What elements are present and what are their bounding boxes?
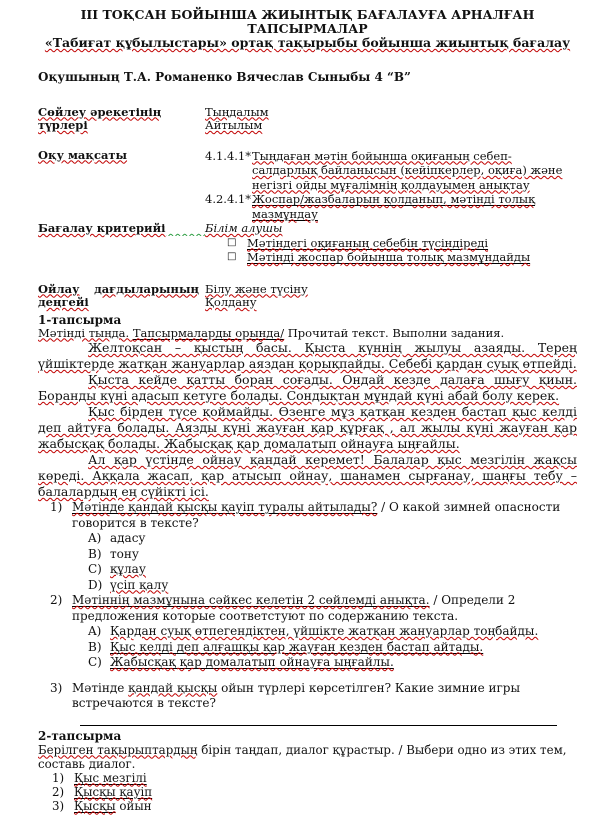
topic-number: 3) bbox=[52, 798, 65, 813]
info-value-thinking-level bbox=[205, 283, 577, 310]
checkbox-icon: □ bbox=[227, 236, 237, 248]
option-letter: D) bbox=[88, 577, 103, 592]
thinking-level-item: Білу және түсіну bbox=[205, 281, 308, 296]
assessment-info-table bbox=[38, 106, 577, 310]
task2-topics bbox=[38, 771, 577, 813]
info-row-objectives bbox=[38, 149, 577, 222]
option-1b bbox=[88, 547, 577, 563]
option-2c bbox=[88, 655, 577, 671]
criteria-item bbox=[205, 250, 577, 265]
criteria-item bbox=[205, 236, 577, 251]
option-text: Қардан суық өтпегендіктен, үйшікте жатқан жануарлар тоңбайды. bbox=[110, 624, 539, 638]
criteria-text: Мәтіндегі оқиғаның себебін түсіндіреді bbox=[247, 235, 489, 250]
learning-objective bbox=[205, 192, 577, 221]
task1-questions bbox=[38, 500, 577, 726]
question-3 bbox=[50, 681, 577, 712]
story-paragraph: Желтоқсан – қыстың басы. Қыста күннің жылуы азаяды. Терең үйшіктерде жатқан жануарлар аяздан қорықпайды. Себебі қардан суық өтпейді. bbox=[38, 340, 577, 371]
story-paragraph: Ал қар үстінде ойнау қандай керемет! Балалар қыс мезгілін жақсы көреді. Аққала жасап, қар атысып ойнау, шанамен сырғанау, шаңғы тебу – балалардың ең сүйікті ісі. bbox=[38, 452, 577, 499]
info-row-criteria bbox=[38, 221, 577, 265]
option-2b bbox=[88, 640, 577, 656]
question-number: 3) bbox=[50, 680, 63, 695]
learning-objective bbox=[205, 149, 577, 193]
question-text: Мәтінде қандай қысқы қауіп туралы айтылады? / О какой зимней опасности говорится в тексте? bbox=[72, 500, 561, 530]
story-paragraph: Қыста кейде қатты боран соғады. Ондай кезде далаға шығу қиын. Боранды күні адасып кетуге болады. Сондықтан мұндай күні абай болу керек. bbox=[38, 372, 577, 403]
topic-text: Қысқы ойын bbox=[74, 798, 152, 813]
task1-instruction: Мәтінді тыңда. Тапсырмаларды орында/ Прочитай текст. Выполни задания. bbox=[38, 325, 505, 340]
option-1d bbox=[88, 578, 577, 594]
option-text: тону bbox=[110, 546, 139, 561]
info-label-objectives: Оқу мақсаты bbox=[38, 147, 128, 162]
option-text: Жабысқақ қар домалатып ойнауға ыңғайлы. bbox=[110, 655, 394, 669]
info-row-thinking-level bbox=[38, 283, 577, 310]
info-label-speech-types: Сөйлеу әрекетінің түрлері bbox=[38, 104, 162, 132]
document-subtitle bbox=[38, 36, 577, 50]
objective-code: 4.1.4.1* bbox=[205, 148, 251, 163]
student-line: Оқушының Т.А. Романенко Вячеслав Сыныбы 4 “В” bbox=[38, 70, 411, 84]
topic-3 bbox=[52, 799, 577, 813]
option-letter: A) bbox=[88, 531, 102, 545]
story-paragraph: Қыс бірден түсе қоймайды. Өзенге мұз қатқан кезден бастап қыс келді деп айтуға болады. Аязды күні жауған қар құрғақ , ал жылы күні жауған қар жабысқақ болады. Жабысқақ қар домалатып ойнауға ыңғайлы. bbox=[38, 404, 577, 451]
option-text: құлау bbox=[110, 562, 146, 576]
question-2 bbox=[50, 593, 577, 624]
info-label-criteria: Бағалау критерийі bbox=[38, 221, 205, 265]
question-number: 2) bbox=[50, 593, 63, 607]
objective-code: 4.2.4.1* bbox=[205, 192, 251, 206]
option-1c bbox=[88, 562, 577, 578]
topic-text: Қыс мезгілі bbox=[74, 770, 147, 785]
criteria-lead: Білім алушы bbox=[205, 221, 283, 235]
checkbox-icon: □ bbox=[227, 251, 237, 262]
objective-text: Тыңдаған мәтін бойынша оқиғаның себеп-салдарлық байланысын (кейіпкерлер, оқиға) және негізгі ойды мұғалімнің қолдауымен анықтау bbox=[252, 148, 563, 192]
answer-blank-line bbox=[80, 712, 557, 726]
grammar-squiggle bbox=[166, 221, 206, 236]
document-subtitle-text: «Табиғат құбылыстары» ортақ тақырыбы бойынша жиынтық бағалау bbox=[44, 35, 571, 50]
topic-1 bbox=[52, 771, 577, 785]
option-2a bbox=[88, 624, 577, 640]
option-letter: B) bbox=[88, 639, 102, 654]
task1-heading: 1-тапсырма bbox=[38, 312, 122, 327]
option-letter: C) bbox=[88, 562, 102, 576]
task2-instruction: Берілген тақырыптардың бірін таңдап, диалог құрастыр. / Выбери одно из этих тем, составь диалог. bbox=[38, 742, 567, 771]
objective-text: Жоспар/жазбаларын қолданып, мәтінді толық мазмұндау bbox=[252, 192, 536, 221]
info-value-criteria bbox=[205, 221, 577, 265]
option-letter: A) bbox=[88, 624, 102, 638]
info-label-thinking-level: Ойлау дағдыларының деңгейі bbox=[38, 281, 199, 309]
topic-text: Қысқы қауіп bbox=[74, 784, 153, 799]
thinking-level-item: Қолдану bbox=[205, 295, 257, 309]
document-title: III ТОҚСАН БОЙЫНША ЖИЫНТЫҚ БАҒАЛАУҒА АРНАЛҒАН ТАПСЫРМАЛАР bbox=[80, 7, 535, 36]
option-text: адасу bbox=[110, 531, 146, 545]
option-text: Қыс келді деп алғашқы қар жауған кезден бастап айтады. bbox=[110, 639, 484, 654]
topic-2 bbox=[52, 785, 577, 799]
option-text: үсіп қалу bbox=[110, 577, 169, 592]
reading-text bbox=[38, 340, 577, 500]
task2-heading: 2-тапсырма bbox=[38, 728, 122, 743]
question-text: Мәтінде қандай қысқы ойын түрлері көрсетілген? Какие зимние игры встречаются в тексте? bbox=[72, 680, 521, 710]
info-value-objectives bbox=[205, 149, 577, 222]
topic-number: 1) bbox=[52, 770, 65, 785]
question-text: Мәтіннің мазмұнына сәйкес келетін 2 сөйлемді анықта. / Определи 2 предложения которые соответстуют по содержанию текста. bbox=[72, 593, 516, 623]
option-letter: B) bbox=[88, 546, 102, 561]
question-number: 1) bbox=[50, 500, 63, 514]
option-1a bbox=[88, 531, 577, 547]
option-letter: C) bbox=[88, 655, 102, 669]
info-value-speech-types bbox=[205, 106, 577, 133]
info-row-speech-types bbox=[38, 106, 577, 133]
criteria-text: Мәтінді жоспар бойынша толық мазмұндайды bbox=[247, 250, 531, 264]
question-1 bbox=[50, 500, 577, 531]
speech-type-item: Тыңдалым bbox=[205, 104, 269, 119]
speech-type-item: Айтылым bbox=[205, 118, 263, 132]
topic-number: 2) bbox=[52, 784, 65, 799]
